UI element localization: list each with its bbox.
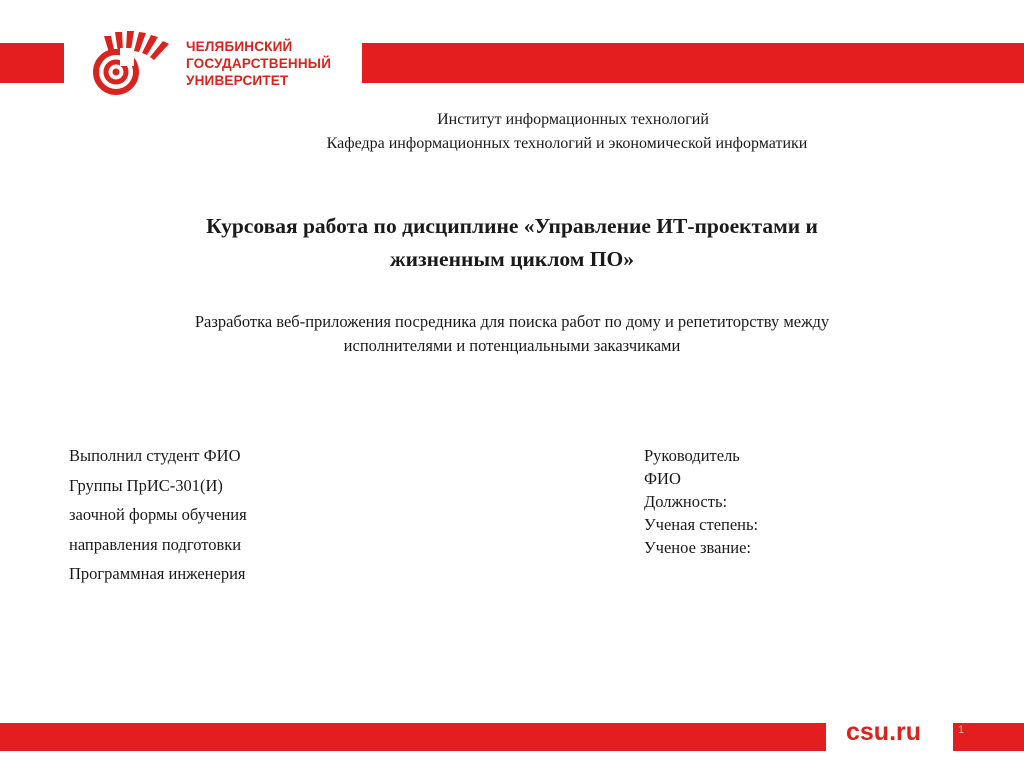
document-title-line-1: Курсовая работа по дисциплине «Управление ИТ-проектами и <box>206 214 818 238</box>
document-title-line-2: жизненным циклом ПО» <box>390 247 634 271</box>
header-bar-left <box>0 43 64 83</box>
logo-line-3: УНИВЕРСИТЕТ <box>186 73 289 88</box>
supervisor-line: Должность: <box>644 492 728 511</box>
footer-bar-left <box>0 723 826 751</box>
topic-line-2: исполнителями и потенциальными заказчиками <box>343 336 681 355</box>
university-logo-text <box>186 38 331 89</box>
institute-name: Институт информационных технологий <box>437 111 709 128</box>
page-number: 1 <box>958 724 965 736</box>
topic-line-1: Разработка веб-приложения посредника для поиска работ по дому и репетиторству между <box>194 312 830 331</box>
logo-line-2: ГОСУДАРСТВЕННЫЙ <box>186 56 332 71</box>
department-name: Кафедра информационных технологий и экономической информатики <box>326 135 808 152</box>
supervisor-line: Ученое звание: <box>644 538 752 557</box>
supervisor-line: ФИО <box>644 469 681 488</box>
supervisor-line: Ученая степень: <box>644 515 759 534</box>
university-logo-icon <box>80 30 180 100</box>
footer-site-link[interactable]: csu.ru <box>846 718 922 746</box>
header-bar-right <box>362 43 1024 83</box>
student-line: Выполнил студент ФИО <box>69 446 241 465</box>
student-line: Программная инженерия <box>69 564 246 583</box>
supervisor-info <box>644 445 758 560</box>
student-line: направления подготовки <box>69 534 242 554</box>
student-line: Группы ПрИС-301(И) <box>69 475 223 495</box>
student-line: заочной формы обучения <box>69 505 247 524</box>
logo-line-1: ЧЕЛЯБИНСКИЙ <box>186 39 293 54</box>
student-info <box>69 444 247 592</box>
supervisor-line: Руководитель <box>644 446 740 465</box>
